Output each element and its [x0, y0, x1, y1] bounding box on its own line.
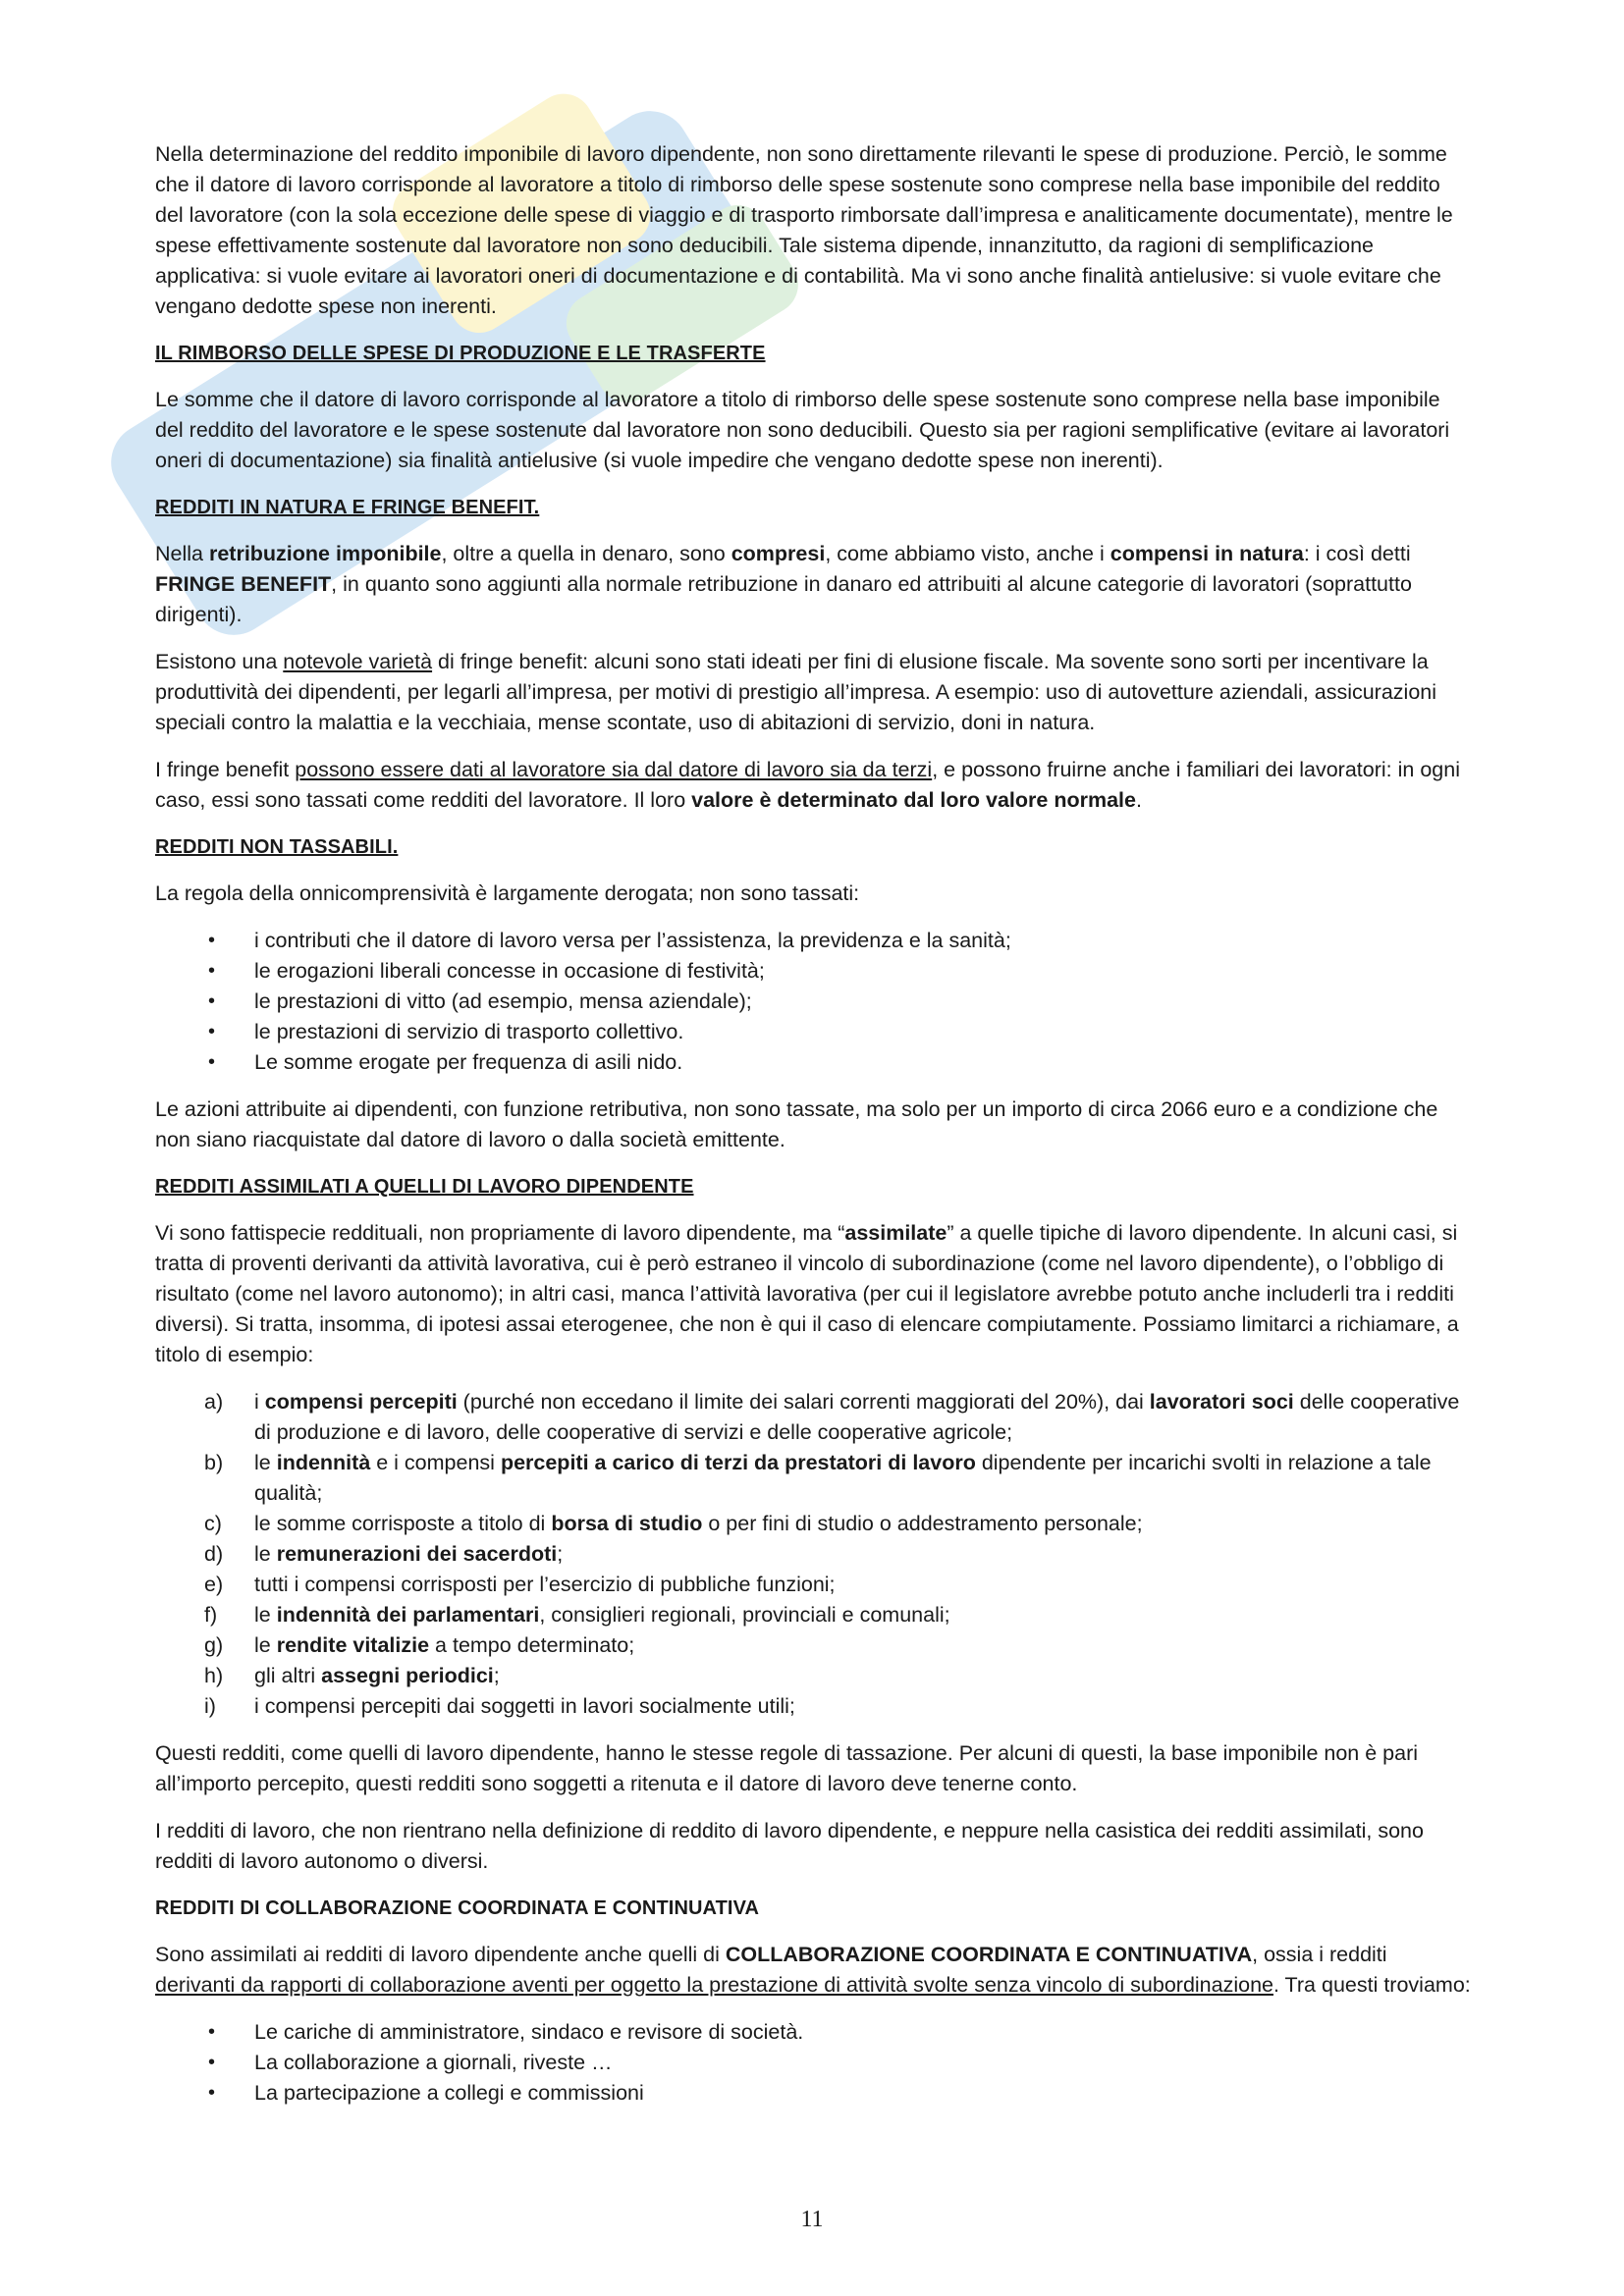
- page-number: 11: [800, 2207, 824, 2232]
- heading-rimborso-spese: IL RIMBORSO DELLE SPESE DI PRODUZIONE E LE TRASFERTE: [155, 343, 766, 364]
- list-item: h) gli altri assegni periodici;: [204, 1664, 500, 1687]
- list-non-tassati: [155, 926, 1471, 1078]
- paragraph-onnicomprensivita: La regola della onnicomprensività è largamente derogata; non sono tassati:: [155, 881, 860, 905]
- list-esempi-assimilati: [155, 1387, 1471, 1722]
- list-item: f) le indennità dei parlamentari, consiglieri regionali, provinciali e comunali;: [204, 1603, 950, 1627]
- paragraph-intro: Nella determinazione del reddito imponibile di lavoro dipendente, non sono direttamente rilevanti le spese di produzione. Perciò, le somme che il datore di lavoro corrisponde al lavoratore a titolo di rimborso delle spese sostenute sono comprese nella base imponibile del reddito del lavoratore (con la sola eccezione delle spese di viaggio e di trasporto rimborsate dall’impresa e analiticamente documentate), mentre le spese effettivamente sostenute dal lavoratore non sono deducibili. Tale sistema dipende, innanzitutto, da ragioni di semplificazione applicativa: si vuole evitare ai lavoratori oneri di documentazione e di contabilità. Ma vi sono anche finalità antielusive: si vuole evitare che vengano dedotte spese non inerenti.: [155, 142, 1453, 318]
- list-item: • le prestazioni di servizio di trasporto collettivo.: [155, 1017, 1471, 1047]
- document-page: [155, 139, 1471, 2125]
- list-item: • La collaborazione a giornali, riveste …: [155, 2048, 1471, 2078]
- list-item: a) i compensi percepiti (purché non eccedano il limite dei salari correnti maggiorati del 20%), dai lavoratori soci delle cooperative di produzione e di lavoro, delle cooperative di servizi e delle cooperative agricole;: [204, 1390, 1460, 1444]
- list-item: • Le cariche di amministratore, sindaco e revisore di società.: [155, 2017, 1471, 2048]
- list-item: • La partecipazione a collegi e commissioni: [155, 2078, 1471, 2109]
- paragraph-fringe-terzi: I fringe benefit possono essere dati al lavoratore sia dal datore di lavoro sia da terzi, e possono fruirne anche i familiari dei lavoratori: in ogni caso, essi sono tassati come redditi del lavoratore. Il loro valore è determinato dal loro valore normale.: [155, 758, 1460, 812]
- paragraph-rimborso: Le somme che il datore di lavoro corrisponde al lavoratore a titolo di rimborso delle spese sostenute sono comprese nella base imponibile del reddito del lavoratore e le spese sostenute dal lavoratore non sono deducibili. Questo sia per ragioni semplificative (evitare ai lavoratori oneri di documentazione) sia finalità antielusive (si vuole impedire che vengano dedotte spese non inerenti).: [155, 388, 1450, 472]
- paragraph-lavoro-autonomo: I redditi di lavoro, che non rientrano nella definizione di reddito di lavoro dipendente, e neppure nella casistica dei redditi assimilati, sono redditi di lavoro autonomo o diversi.: [155, 1819, 1424, 1873]
- list-item: c) le somme corrisposte a titolo di borsa di studio o per fini di studio o addestramento personale;: [204, 1512, 1143, 1535]
- list-item: • le erogazioni liberali concesse in occasione di festività;: [155, 956, 1471, 987]
- list-item: i) i compensi percepiti dai soggetti in lavori socialmente utili;: [204, 1694, 795, 1718]
- heading-redditi-non-tassabili: REDDITI NON TASSABILI.: [155, 836, 399, 858]
- list-item: e) tutti i compensi corrisposti per l’esercizio di pubbliche funzioni;: [204, 1573, 836, 1596]
- list-item: g) le rendite vitalizie a tempo determinato;: [204, 1633, 635, 1657]
- list-item: b) le indennità e i compensi percepiti a carico di terzi da prestatori di lavoro dipendente per incarichi svolti in relazione a tale qualità;: [204, 1451, 1432, 1505]
- heading-redditi-assimilati: REDDITI ASSIMILATI A QUELLI DI LAVORO DIPENDENTE: [155, 1176, 694, 1198]
- heading-fringe-benefit: REDDITI IN NATURA E FRINGE BENEFIT.: [155, 497, 540, 518]
- list-item: • i contributi che il datore di lavoro versa per l’assistenza, la previdenza e la sanità;: [155, 926, 1471, 956]
- paragraph-regole-tassazione: Questi redditi, come quelli di lavoro dipendente, hanno le stesse regole di tassazione. Per alcuni di questi, la base imponibile non è pari all’importo percepito, questi redditi sono soggetti a ritenuta e il datore di lavoro deve tenerne conto.: [155, 1741, 1419, 1795]
- list-item: • le prestazioni di vitto (ad esempio, mensa aziendale);: [155, 987, 1471, 1017]
- list-item: • Le somme erogate per frequenza di asili nido.: [155, 1047, 1471, 1078]
- heading-co-co-co: REDDITI DI COLLABORAZIONE COORDINATA E CONTINUATIVA: [155, 1897, 760, 1919]
- paragraph-azioni: Le azioni attribuite ai dipendenti, con funzione retributiva, non sono tassate, ma solo per un importo di circa 2066 euro e a condizione che non siano riacquistate dal datore di lavoro o dalla società emittente.: [155, 1097, 1438, 1151]
- paragraph-retribuzione-imponibile: Nella retribuzione imponibile, oltre a quella in denaro, sono compresi, come abbiamo visto, anche i compensi in natura: i così detti FRINGE BENEFIT, in quanto sono aggiunti alla normale retribuzione in danaro ed attribuiti al alcune categorie di lavoratori (soprattutto dirigenti).: [155, 542, 1412, 626]
- list-collaborazioni: [155, 2017, 1471, 2109]
- paragraph-varieta-fringe: Esistono una notevole varietà di fringe benefit: alcuni sono stati ideati per fini di elusione fiscale. Ma sovente sono sorti per incentivare la produttività dei dipendenti, per legarli all’impresa, per motivi di prestigio all’impresa. A esempio: uso di autovetture aziendali, assicurazioni speciali contro la malattia e la vecchiaia, mense scontate, uso di abitazioni di servizio, doni in natura.: [155, 650, 1437, 734]
- paragraph-collaborazione: Sono assimilati ai redditi di lavoro dipendente anche quelli di COLLABORAZIONE COORDINATA E CONTINUATIVA, ossia i redditi derivanti da rapporti di collaborazione aventi per oggetto la prestazione di attività svolte senza vincolo di subordinazione. Tra questi troviamo:: [155, 1943, 1471, 1997]
- list-item: d) le remunerazioni dei sacerdoti;: [204, 1542, 564, 1566]
- paragraph-fattispecie: Vi sono fattispecie reddituali, non propriamente di lavoro dipendente, ma “assimilate” a quelle tipiche di lavoro dipendente. In alcuni casi, si tratta di proventi derivanti da attività lavorativa, cui è però estraneo il vincolo di subordinazione (come nel lavoro dipendente), o l’obbligo di risultato (come nel lavoro autonomo); in altri casi, manca l’attività lavorativa (per cui il legislatore avrebbe potuto anche includerli tra i redditi diversi). Si tratta, insomma, di ipotesi assai eterogenee, che non è qui il caso di elencare compiutamente. Possiamo limitarci a richiamare, a titolo di esempio:: [155, 1221, 1459, 1366]
